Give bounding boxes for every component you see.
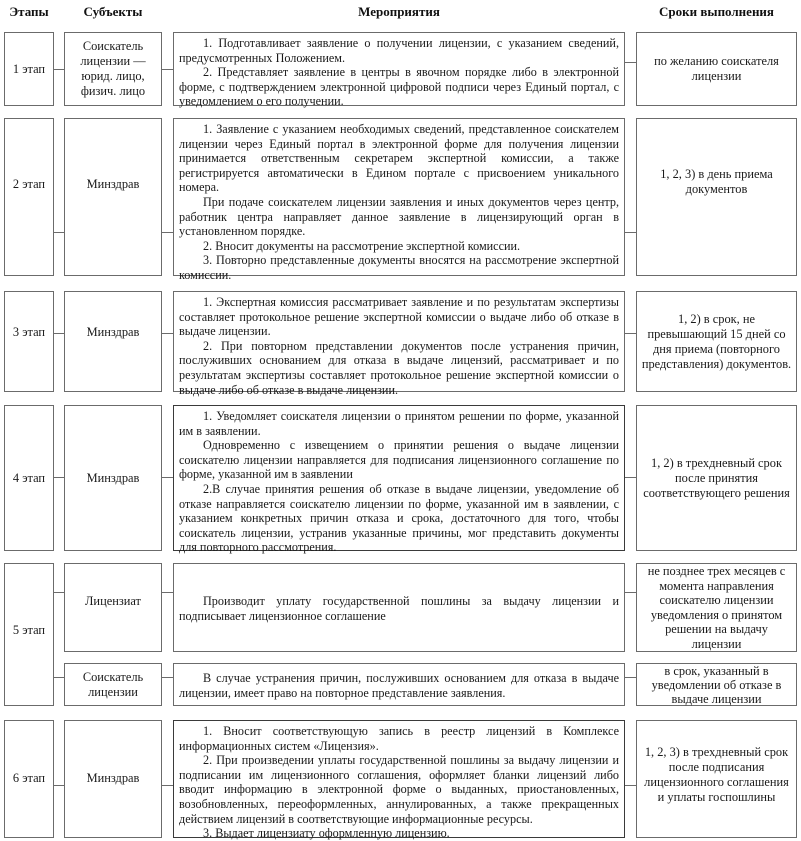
header-activities: Мероприятия: [358, 4, 440, 19]
deadline-label: 1, 2, 3) в трехдневный срок после подписания лицензионного соглашения и уплаты госпошлины: [644, 745, 789, 804]
stage-cell: [4, 32, 54, 106]
deadline-label: 1, 2) в трехдневный срок после принятия соответствующего решения: [643, 455, 790, 500]
activity-item: 3. Повторно представленные документы вносятся на рассмотрение экспертной комиссии.: [179, 253, 619, 282]
stage-label: 3 этап: [12, 325, 46, 339]
connector-line: [54, 477, 64, 478]
deadline-cell: [636, 720, 797, 838]
header-deadlines: Сроки выполнения: [659, 4, 774, 19]
connector-line: [54, 592, 64, 593]
activities-cell: [173, 118, 625, 282]
deadline-cell: [636, 118, 797, 276]
activity-item: 2. Вносит документы на рассмотрение экспертной комиссии.: [203, 238, 521, 253]
stage-cell: [4, 405, 54, 551]
activity-item: 1. Уведомляет соискателя лицензии о принятом решении по форме, указанной им в заявлении.: [179, 409, 619, 438]
subject-label: Минздрав: [86, 177, 140, 191]
activity-item: 2. При произведении уплаты государственной пошлины за выдачу лицензии и подписании им лицензионного соглашения, оформляет бланки лицензий либо вводит информацию в электронной форме о выданных, приостановленных, возобновленных, переоформленных, аннулированных, а также прекращенных действием лицензий в соответствующие информационные ресурсы.: [179, 753, 619, 826]
activity-item: 1. Вносит соответствующую запись в реестр лицензий в Комплексе информационных систем «Лицензия».: [179, 724, 619, 753]
connector-line: [625, 785, 636, 786]
connector-line: [162, 477, 173, 478]
connector-line: [162, 232, 173, 233]
connector-line: [625, 677, 636, 678]
connector-line: [625, 477, 636, 478]
deadline-label: в срок, указанный в уведомлении об отказе в выдаче лицензии: [651, 663, 782, 706]
activity-item: 2. При повторном представлении документов после устранения причин, послуживших основанием для отказа в выдаче лицензий, рассматривает и по результатам экспертизы составляет протокольное решение экспертной комиссии о выдаче либо об отказе в выдаче лицензии.: [179, 338, 619, 397]
connector-line: [54, 232, 64, 233]
subject-cell: [64, 405, 162, 551]
stage-label: 2 этап: [12, 177, 46, 191]
stage-label: 1 этап: [12, 61, 46, 76]
subject-label: Минздрав: [86, 770, 140, 785]
connector-line: [625, 62, 636, 63]
connector-line: [162, 69, 173, 70]
header-subjects: Субъекты: [83, 4, 143, 19]
activities-cell: [173, 720, 625, 841]
stage-cell: [4, 118, 54, 276]
activity-item: Одновременно с извещением о принятии решения о выдаче лицензии соискателю лицензии направляется для подписания лицензионного соглашение по форме, указанной им в заявлении: [179, 438, 619, 482]
deadline-cell: [636, 405, 797, 551]
subject-cell: [64, 118, 162, 276]
subject-label: Соискатель лицензии — юрид. лицо, физич. лицо: [80, 39, 146, 98]
activities-cell: [173, 563, 625, 652]
activity-item: 1. Заявление с указанием необходимых сведений, представленное соискателем лицензии через Единый портал в электронной форме для получения лицензии принимается ответственным секретарем экспертной комиссии, а также регистрируется автоматически в Едином портале с присвоением уникального номера.: [179, 122, 619, 195]
subject-cell: [64, 32, 162, 106]
connector-line: [625, 333, 636, 334]
activity-item: 2. Представляет заявление в центры в явочном порядке либо в электронной форме, с подтверждением электронной цифровой подписи через Единый портал, с уведомлением о его получении.: [179, 65, 619, 109]
deadline-label: не позднее трех месяцев с момента направления соискателю лицензии уведомления о принятом решении на выдачу лицензии: [647, 564, 786, 651]
activity-item: При подаче соискателем лицензии заявления и иных документов через центр, работник центра направляет данное заявление в лицензирующий орган в установленном порядке.: [179, 194, 619, 239]
deadline-cell: [636, 291, 797, 392]
connector-line: [54, 785, 64, 786]
deadline-label: 1, 2, 3) в день приема документов: [660, 167, 773, 196]
connector-line: [162, 592, 173, 593]
connector-line: [162, 333, 173, 334]
activity-item: 3. Выдает лицензиату оформленную лицензию.: [203, 826, 450, 841]
connector-line: [625, 592, 636, 593]
deadline-label: по желанию соискателя лицензии: [654, 54, 779, 83]
activities-cell: [173, 32, 625, 109]
stage-cell: [4, 563, 54, 706]
stage-label: 5 этап: [12, 623, 46, 637]
connector-line: [625, 232, 636, 233]
activity-item: Производит уплату государственной пошлины за выдачу лицензии и подписывает лицензионное соглашение: [179, 594, 619, 623]
connector-line: [162, 785, 173, 786]
deadline-label: 1, 2) в срок, не превышающий 15 дней со дня приема (повторного представления) документов.: [641, 311, 792, 371]
activity-item: 1. Экспертная комиссия рассматривает заявление и по результатам экспертизы составляет протокольное решение экспертной комиссии о выдаче либо об отказе в выдаче лицензии.: [179, 295, 619, 339]
subject-cell: [64, 291, 162, 392]
activities-cell: [173, 405, 625, 555]
connector-line: [54, 677, 64, 678]
stage-cell: [4, 720, 54, 838]
subject-label: Лицензиат: [85, 594, 141, 608]
activity-item: В случае устранения причин, послуживших основанием для отказа в выдаче лицензии, имеет право на повторное представление заявления.: [179, 671, 619, 700]
activity-item: 1. Подготавливает заявление о получении лицензии, с указанием сведений, предусмотренных Положением.: [179, 36, 619, 65]
activities-cell: [173, 291, 625, 397]
subject-cell: [64, 720, 162, 838]
subject-cell: [64, 563, 162, 652]
connector-line: [54, 333, 64, 334]
activity-item: 2.В случае принятия решения об отказе в выдаче лицензии, уведомление об отказе направляется соискателю лицензии по форме, указанной им в заявлении, с указанием конкретных причин отказа и срока, достаточного для того, чтобы соискатель лицензии, устранив указанные причины, мог представить документы для повторного рассмотрения.: [179, 481, 619, 555]
deadline-cell: [636, 563, 797, 652]
deadline-cell: [636, 32, 797, 106]
stage-cell: [4, 291, 54, 392]
subject-label: Минздрав: [86, 325, 140, 339]
stage-label: 4 этап: [12, 470, 46, 485]
stage-label: 6 этап: [12, 770, 46, 785]
subject-cell: [64, 663, 162, 706]
header-stages: Этапы: [9, 4, 49, 19]
subject-label: Соискатель лицензии: [82, 669, 144, 699]
connector-line: [54, 69, 64, 70]
deadline-cell: [636, 663, 797, 706]
subject-label: Минздрав: [86, 470, 140, 485]
activities-cell: [173, 663, 625, 706]
connector-line: [162, 677, 173, 678]
